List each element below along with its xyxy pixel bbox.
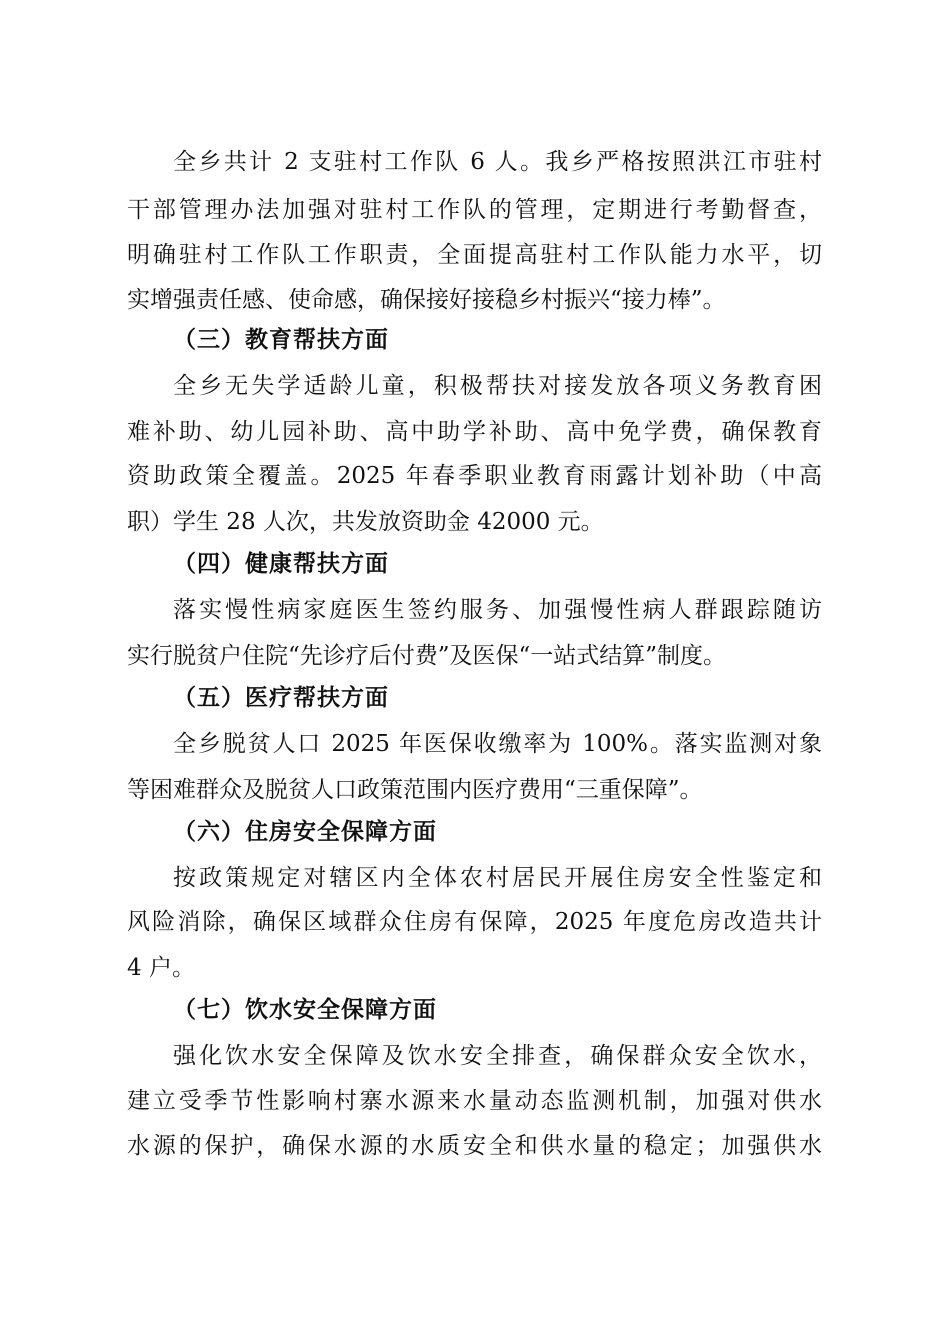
paragraph-line: 水源的保护，确保水源的水质安全和供水量的稳定；加强供水 (127, 1133, 822, 1159)
paragraph-line: 职）学生 28 人次，共发放资助金 42000 元。 (127, 509, 604, 535)
paragraph-line: 按政策规定对辖区内全体农村居民开展住房安全性鉴定和 (173, 865, 822, 891)
section-heading-medical: （五）医疗帮扶方面 (173, 684, 389, 711)
paragraph-line: 建立受季节性影响村寨水源来水量动态监测机制，加强对供水 (127, 1088, 822, 1114)
paragraph-line: 明确驻村工作队工作职责，全面提高驻村工作队能力水平，切 (127, 242, 822, 268)
paragraph-line: 4 户。 (127, 955, 195, 981)
paragraph-line: 实行脱贫户住院“先诊疗后付费”及医保“一站式结算”制度。 (127, 643, 727, 669)
paragraph-line: 等困难群众及脱贫人口政策范围内医疗费用“三重保障”。 (127, 777, 703, 803)
section-heading-housing: （六）住房安全保障方面 (173, 818, 437, 845)
paragraph-line: 全乡脱贫人口 2025 年医保收缴率为 100%。落实监测对象 (173, 731, 822, 757)
paragraph-line: 难补助、幼儿园补助、高中助学补助、高中免学费，确保教育 (127, 419, 822, 445)
paragraph-line: 全乡无失学适龄儿童，积极帮扶对接发放各项义务教育困 (173, 373, 822, 399)
section-heading-health: （四）健康帮扶方面 (173, 550, 389, 577)
paragraph-line: 干部管理办法加强对驻村工作队的管理，定期进行考勤督查， (127, 197, 822, 223)
paragraph-line: 风险消除，确保区域群众住房有保障，2025 年度危房改造共计 (127, 909, 822, 935)
paragraph-line: 落实慢性病家庭医生签约服务、加强慢性病人群跟踪随访 (173, 597, 822, 623)
section-heading-water: （七）饮水安全保障方面 (173, 996, 437, 1023)
section-heading-education: （三）教育帮扶方面 (173, 326, 389, 353)
paragraph-line: 资助政策全覆盖。2025 年春季职业教育雨露计划补助（中高 (127, 463, 822, 489)
paragraph-line: 强化饮水安全保障及饮水安全排查，确保群众安全饮水， (173, 1043, 822, 1069)
paragraph-line: 实增强责任感、使命感，确保接好接稳乡村振兴“接力棒”。 (127, 287, 726, 313)
paragraph-line: 全乡共计 2 支驻村工作队 6 人。我乡严格按照洪江市驻村 (173, 149, 822, 175)
